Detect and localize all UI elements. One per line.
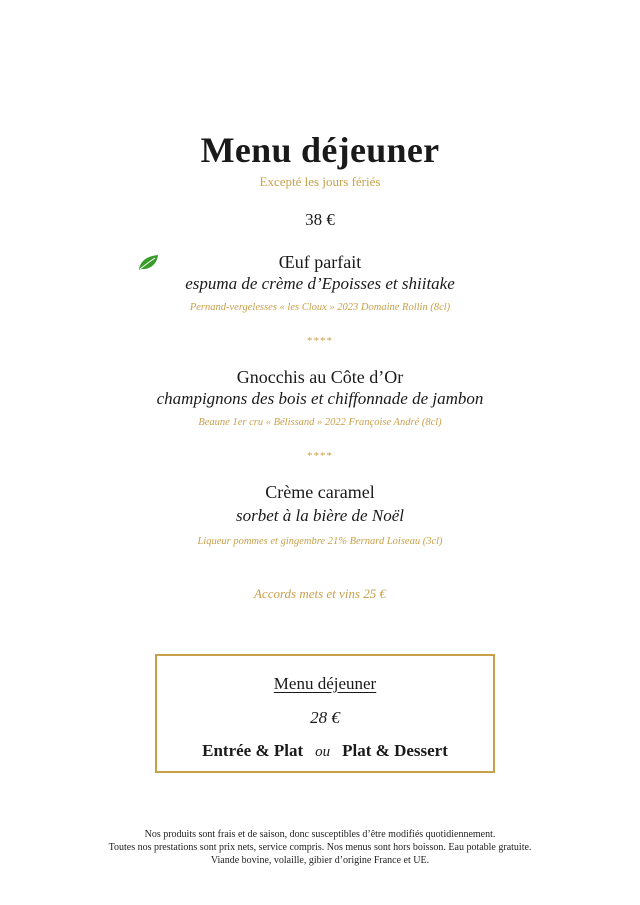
dish-2-wine: Beaune 1er cru « Bélissand » 2022 Françoise André (8cl) [198,417,442,428]
dish-3-name: Crème caramel [265,482,375,502]
footer-line-1: Nos produits sont frais et de saison, donc susceptibles d’être modifiés quotidiennement. [144,829,496,840]
menu-title: Menu déjeuner [200,130,440,170]
wine-pairing-price: Accords mets et vins 25 € [253,586,387,601]
dish-2-description: champignons des bois et chiffonnade de jambon [156,389,484,408]
menu-price: 38 € [305,210,335,229]
dish-3-wine: Liqueur pommes et gingembre 21% Bernard Loiseau (3cl) [197,536,443,547]
dish-1-description: espuma de crème d’Epoisses et shiitake [185,274,455,293]
lunch-menu-title: Menu déjeuner [273,674,377,693]
dish-3-description: sorbet à la bière de Noël [236,506,404,525]
separator-1: **** [307,335,333,347]
footer-line-3: Viande bovine, volaille, gibier d’origine France et UE. [210,855,430,866]
dish-1-wine: Pernand-vergelesses « les Cloux » 2023 Domaine Rollin (8cl) [189,302,451,313]
dish-1-name: Œuf parfait [278,252,362,272]
dish-2-name: Gnocchis au Côte d’Or [236,367,404,387]
menu-subtitle: Excepté les jours fériés [259,174,381,189]
lunch-menu-formulas [157,740,493,763]
formula-or: ou [315,744,331,760]
footer-line-2: Toutes nos prestations sont prix nets, service compris. Nos menus sont hors boisson. Eau potable gratuite. [108,842,532,853]
formula-starter-main: Entrée & Plat [202,741,304,760]
formula-main-dessert: Plat & Dessert [342,741,448,760]
lunch-menu-price: 28 € [310,708,340,727]
lunch-menu-box [155,654,495,773]
separator-2: **** [307,450,333,462]
